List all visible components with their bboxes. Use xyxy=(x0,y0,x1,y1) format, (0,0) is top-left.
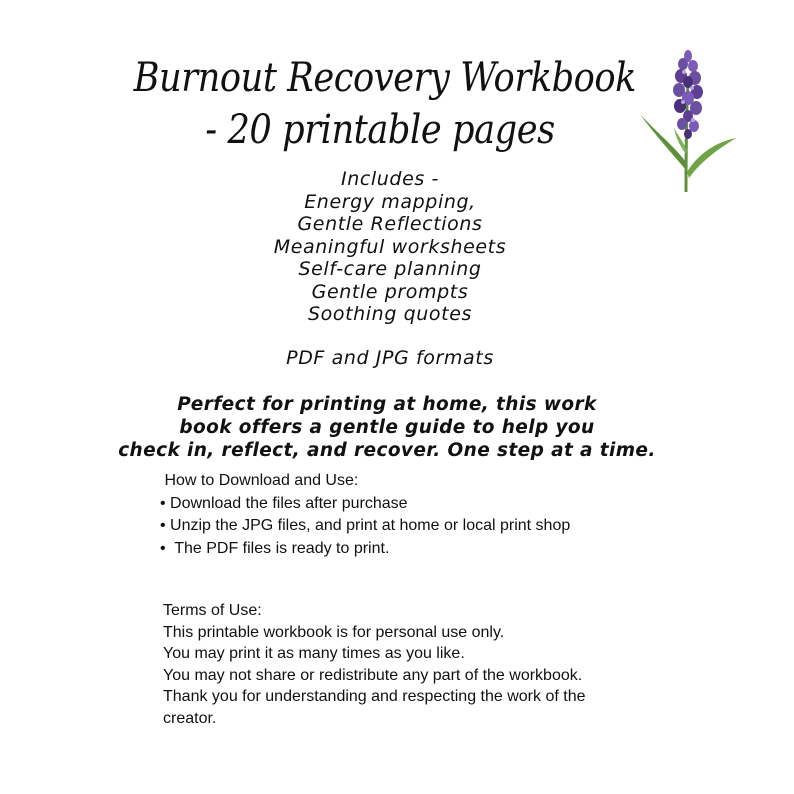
feature-item: Gentle Reflections xyxy=(297,213,483,235)
terms-section xyxy=(163,600,723,729)
blurb-line: book offers a gentle guide to help you xyxy=(179,417,595,438)
terms-line: This printable workbook is for personal use only. xyxy=(163,623,505,641)
feature-item: Meaningful worksheets xyxy=(273,235,507,258)
feature-item: Self-care planning xyxy=(298,258,482,280)
feature-item: Energy mapping, xyxy=(304,190,476,213)
how-to-heading: How to Download and Use: xyxy=(160,472,359,489)
terms-line: You may print it as many times as you like. xyxy=(163,645,465,662)
terms-line: Thank you for understanding and respecting the work of the xyxy=(163,688,586,705)
feature-item: Gentle prompts xyxy=(311,280,469,303)
features-heading: Includes - xyxy=(341,168,439,190)
lavender-sprig-icon xyxy=(636,42,746,202)
title-line-2: - 20 printable pages xyxy=(205,107,555,153)
page-title xyxy=(133,52,637,156)
how-to-item: • Download the files after purchase xyxy=(160,494,408,512)
title-line-1: Burnout Recovery Workbook xyxy=(133,55,637,101)
blurb-line: check in, reflect, and recover. One step at a time. xyxy=(118,440,656,461)
how-to-item: • The PDF files is ready to print. xyxy=(160,539,390,557)
terms-line: You may not share or redistribute any part of the workbook. xyxy=(163,666,583,684)
how-to-section xyxy=(160,470,680,560)
description-blurb xyxy=(60,393,714,462)
terms-heading: Terms of Use: xyxy=(163,602,262,619)
blurb-line: Perfect for printing at home, this work xyxy=(177,394,597,415)
formats-line: PDF and JPG formats xyxy=(286,347,494,369)
how-to-item: • Unzip the JPG files, and print at home or local print shop xyxy=(160,517,571,534)
terms-line: creator. xyxy=(163,709,217,727)
feature-item: Soothing quotes xyxy=(308,303,472,325)
features-list xyxy=(190,168,590,326)
